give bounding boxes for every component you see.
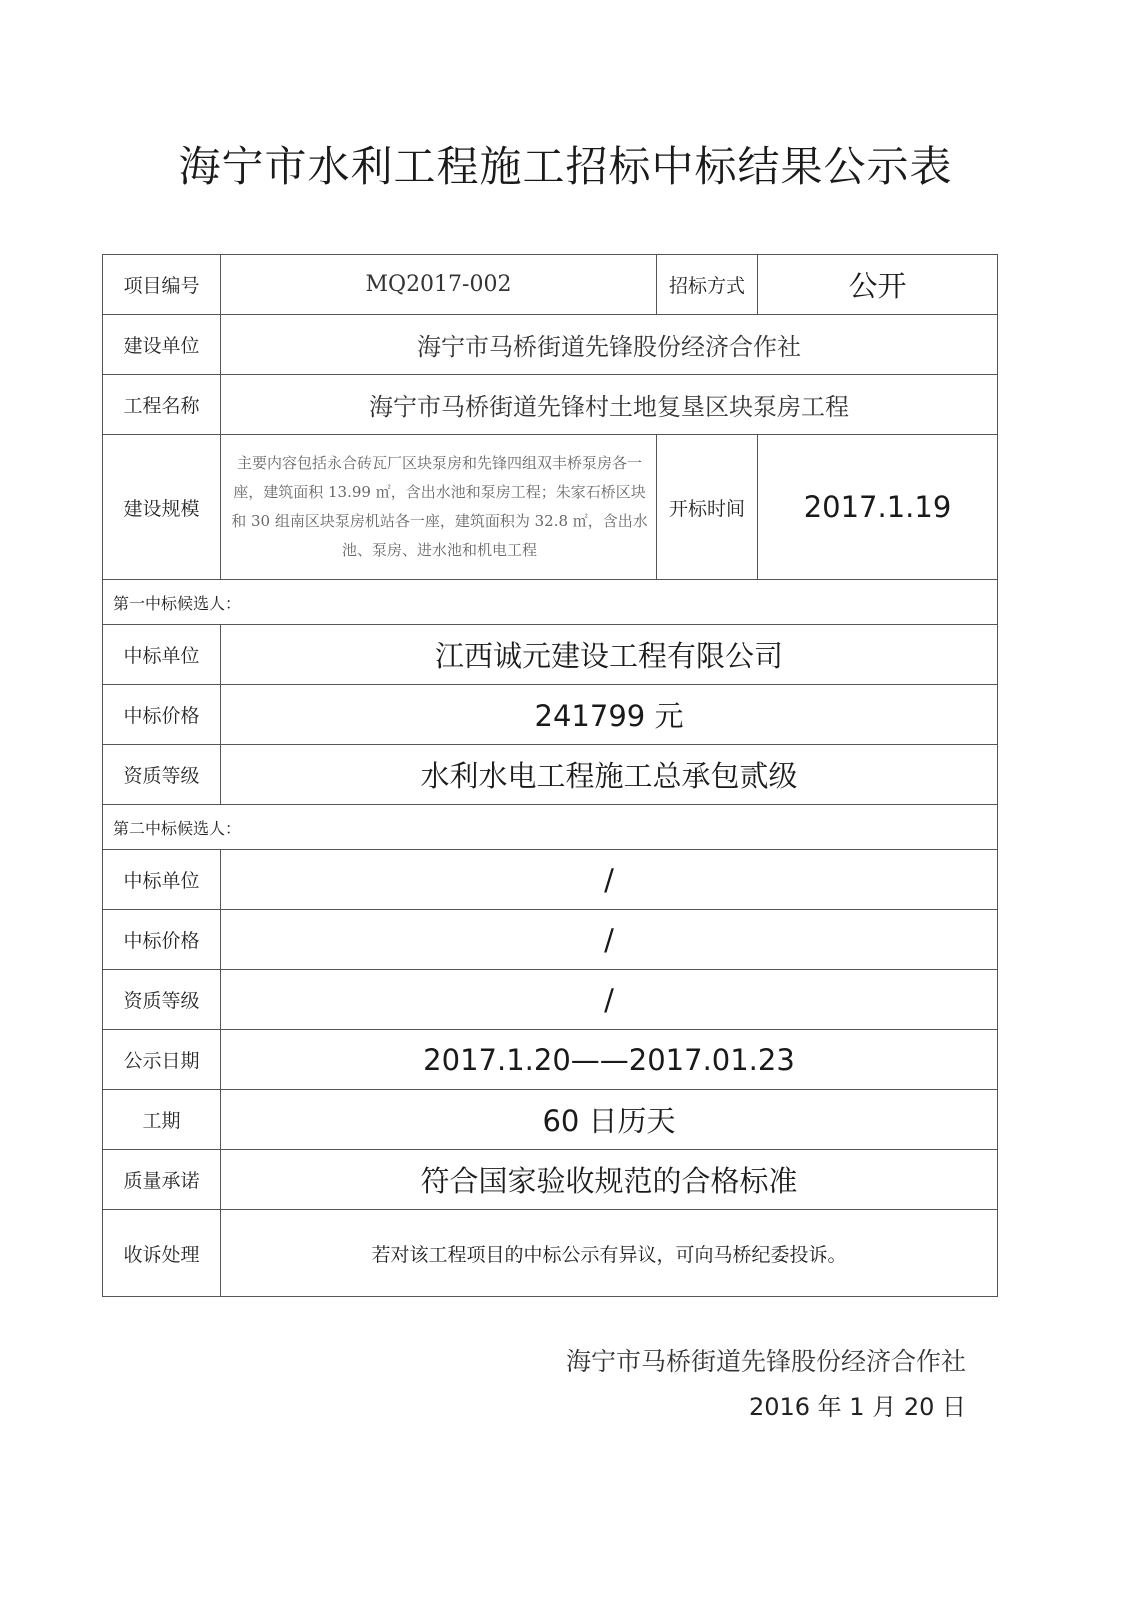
row-candidate1-unit [103, 625, 998, 685]
project-code-label: 项目编号 [103, 255, 221, 315]
candidate2-price-label: 中标价格 [103, 910, 221, 970]
duration-label: 工期 [103, 1090, 221, 1150]
bid-method-value: 公开 [758, 255, 998, 315]
row-builder [103, 315, 998, 375]
candidate2-unit-value: / [221, 850, 998, 910]
builder-value: 海宁市马桥街道先锋股份经济合作社 [221, 315, 998, 375]
bid-result-table [102, 254, 998, 1297]
candidate2-price-value: / [221, 910, 998, 970]
row-candidate2-unit [103, 850, 998, 910]
row-scale [103, 435, 998, 580]
scale-value: 主要内容包括永合砖瓦厂区块泵房和先锋四组双丰桥泵房各一座，建筑面积 13.99 ㎡，含出水池和泵房工程；朱家石桥区块和 30 组南区块泵房机站各一座，建筑面积为 32.8 ㎡，含出水池、泵房、进水池和机电工程 [221, 435, 657, 580]
row-duration [103, 1090, 998, 1150]
quality-value: 符合国家验收规范的合格标准 [221, 1150, 998, 1210]
complaint-value: 若对该工程项目的中标公示有异议，可向马桥纪委投诉。 [221, 1210, 998, 1297]
notice-date-label: 公示日期 [103, 1030, 221, 1090]
candidate1-unit-label: 中标单位 [103, 625, 221, 685]
footer-organization: 海宁市马桥街道先锋股份经济合作社 [565, 1347, 966, 1376]
row-candidate2-grade [103, 970, 998, 1030]
candidate1-unit-value: 江西诚元建设工程有限公司 [221, 625, 998, 685]
bid-method-label: 招标方式 [657, 255, 758, 315]
candidate2-grade-value: / [221, 970, 998, 1030]
scale-label: 建设规模 [103, 435, 221, 580]
candidate1-heading: 第一中标候选人： [103, 580, 998, 625]
candidate2-heading: 第二中标候选人： [103, 805, 998, 850]
candidate2-grade-label: 资质等级 [103, 970, 221, 1030]
row-project-code [103, 255, 998, 315]
footer-date: 2016 年 1 月 20 日 [748, 1393, 966, 1421]
project-name-label: 工程名称 [103, 375, 221, 435]
project-name-value: 海宁市马桥街道先锋村土地复垦区块泵房工程 [221, 375, 998, 435]
quality-label: 质量承诺 [103, 1150, 221, 1210]
open-time-label: 开标时间 [657, 435, 758, 580]
candidate2-unit-label: 中标单位 [103, 850, 221, 910]
candidate1-grade-label: 资质等级 [103, 745, 221, 805]
candidate1-grade-value: 水利水电工程施工总承包贰级 [221, 745, 998, 805]
document-title: 海宁市水利工程施工招标中标结果公示表 [178, 142, 953, 191]
row-notice-date [103, 1030, 998, 1090]
row-candidate1-grade [103, 745, 998, 805]
row-quality [103, 1150, 998, 1210]
open-time-value: 2017.1.19 [758, 435, 998, 580]
row-project-name [103, 375, 998, 435]
candidate1-price-value: 241799 元 [221, 685, 998, 745]
duration-value: 60 日历天 [221, 1090, 998, 1150]
candidate1-price-label: 中标价格 [103, 685, 221, 745]
complaint-label: 收诉处理 [103, 1210, 221, 1297]
row-candidate1-price [103, 685, 998, 745]
row-candidate2-price [103, 910, 998, 970]
notice-date-value: 2017.1.20——2017.01.23 [221, 1030, 998, 1090]
row-complaint [103, 1210, 998, 1297]
row-candidate1-heading [103, 580, 998, 625]
builder-label: 建设单位 [103, 315, 221, 375]
row-candidate2-heading [103, 805, 998, 850]
project-code-value: MQ2017-002 [221, 255, 657, 315]
